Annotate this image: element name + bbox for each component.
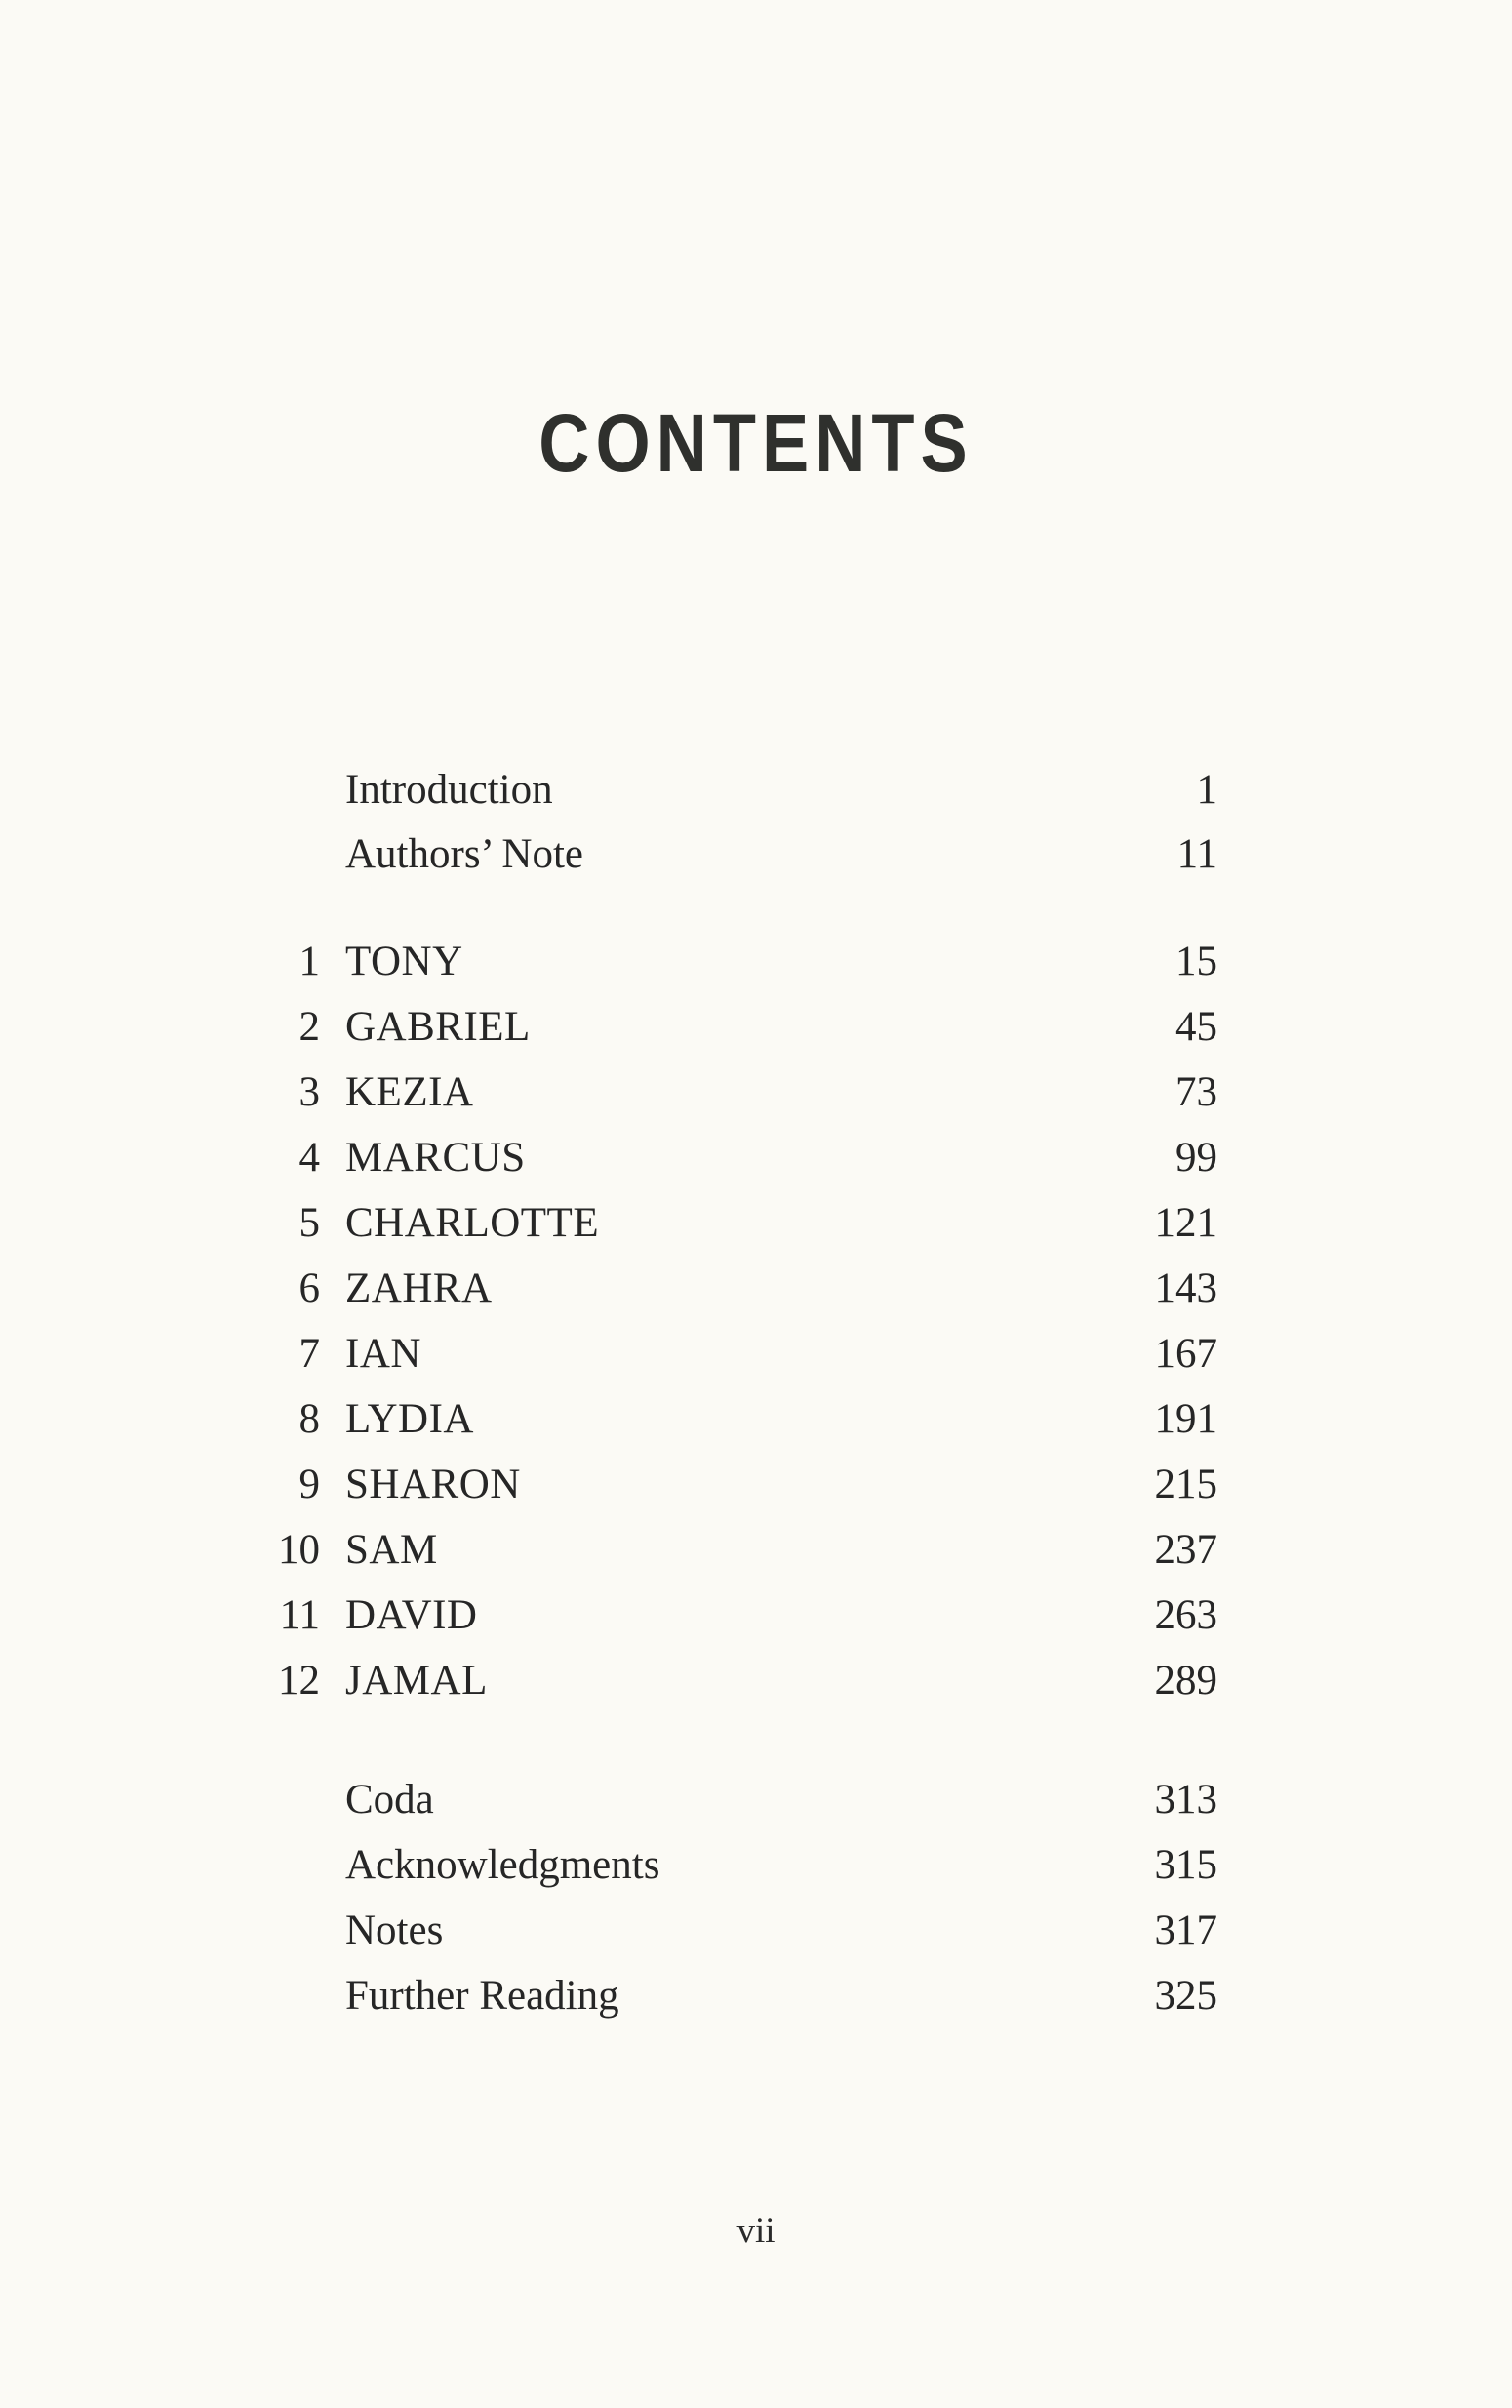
chapter-page: 15 — [1175, 939, 1217, 984]
chapter-page: 167 — [1154, 1331, 1217, 1377]
toc-chapter-3 — [0, 1064, 1512, 1122]
chapter-number: 7 — [298, 1331, 320, 1377]
chapter-title: TONY — [345, 939, 463, 984]
toc-entry-label: Introduction — [345, 767, 553, 813]
chapter-page: 45 — [1175, 1004, 1217, 1050]
toc-entry-label: Coda — [345, 1777, 434, 1823]
toc-entry-page: 313 — [1154, 1777, 1217, 1823]
chapter-number: 1 — [298, 939, 320, 984]
page-folio: vii — [736, 2211, 776, 2251]
chapter-title: SAM — [345, 1527, 438, 1573]
chapter-page: 289 — [1154, 1658, 1217, 1704]
chapter-number: 12 — [278, 1658, 320, 1704]
chapter-number: 8 — [298, 1396, 320, 1442]
toc-chapter-10 — [0, 1521, 1512, 1580]
chapter-title: MARCUS — [345, 1135, 526, 1181]
toc-chapter-11 — [0, 1586, 1512, 1645]
toc-entry-page: 317 — [1154, 1907, 1217, 1953]
toc-entry-acknowledgments — [0, 1836, 1512, 1895]
toc-entry-label: Notes — [345, 1907, 444, 1953]
toc-chapter-5 — [0, 1194, 1512, 1253]
chapter-number: 6 — [298, 1265, 320, 1311]
chapter-number: 2 — [298, 1004, 320, 1050]
toc-chapter-6 — [0, 1260, 1512, 1318]
chapter-title: KEZIA — [345, 1069, 474, 1115]
chapter-title: SHARON — [345, 1462, 521, 1507]
chapter-title: DAVID — [345, 1592, 478, 1638]
chapter-title: IAN — [345, 1331, 421, 1377]
toc-chapter-1 — [0, 933, 1512, 991]
chapter-number: 4 — [298, 1135, 320, 1181]
toc-chapter-9 — [0, 1456, 1512, 1514]
chapter-title: GABRIEL — [345, 1004, 531, 1050]
toc-entry-label: Authors’ Note — [345, 831, 584, 877]
toc-entry-introduction — [0, 761, 1512, 820]
chapter-number: 10 — [278, 1527, 320, 1573]
chapter-page: 73 — [1175, 1069, 1217, 1115]
toc-chapter-12 — [0, 1652, 1512, 1710]
contents-heading: CONTENTS — [538, 397, 974, 489]
chapter-title: JAMAL — [345, 1658, 488, 1704]
toc-entry-page: 1 — [1196, 767, 1217, 813]
toc-entry-authors-note — [0, 825, 1512, 884]
toc-entry-further-reading — [0, 1967, 1512, 2026]
chapter-number: 9 — [298, 1462, 320, 1507]
chapter-page: 99 — [1175, 1135, 1217, 1181]
toc-entry-label: Acknowledgments — [345, 1842, 660, 1888]
toc-entry-page: 325 — [1154, 1973, 1217, 2019]
chapter-page: 215 — [1154, 1462, 1217, 1507]
chapter-page: 263 — [1154, 1592, 1217, 1638]
toc-entry-coda — [0, 1771, 1512, 1829]
toc-entry-label: Further Reading — [345, 1973, 619, 2019]
toc-entry-notes — [0, 1902, 1512, 1960]
toc-entry-page: 11 — [1176, 831, 1217, 877]
toc-chapter-4 — [0, 1129, 1512, 1187]
chapter-title: ZAHRA — [345, 1265, 493, 1311]
chapter-page: 191 — [1154, 1396, 1217, 1442]
toc-chapter-7 — [0, 1325, 1512, 1384]
chapter-title: CHARLOTTE — [345, 1200, 600, 1246]
chapter-page: 121 — [1154, 1200, 1217, 1246]
toc-chapter-8 — [0, 1390, 1512, 1449]
chapter-number: 5 — [298, 1200, 320, 1246]
chapter-title: LYDIA — [345, 1396, 474, 1442]
chapter-page: 237 — [1154, 1527, 1217, 1573]
chapter-number: 11 — [279, 1592, 320, 1638]
chapter-number: 3 — [298, 1069, 320, 1115]
chapter-page: 143 — [1154, 1265, 1217, 1311]
toc-chapter-2 — [0, 998, 1512, 1057]
toc-entry-page: 315 — [1154, 1842, 1217, 1888]
